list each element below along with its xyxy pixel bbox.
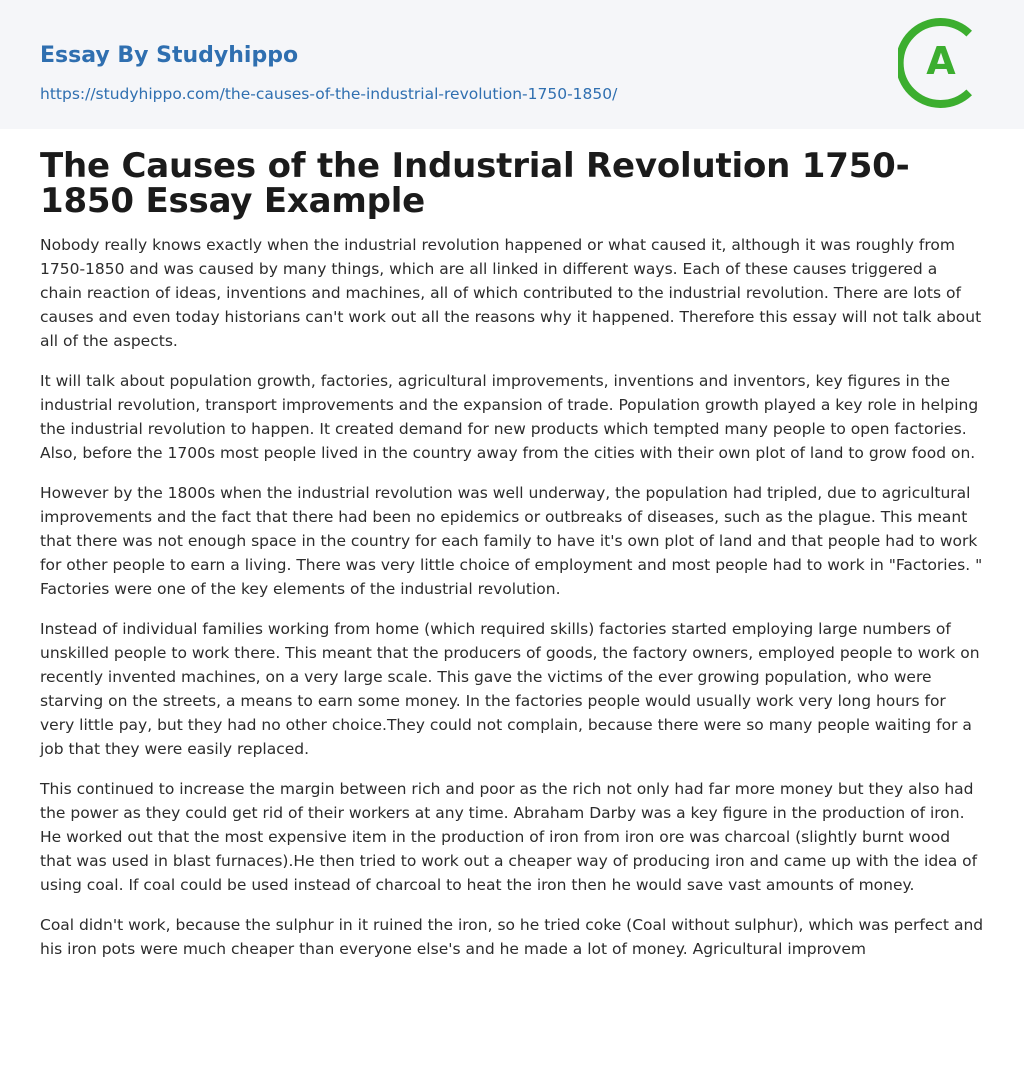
article-body: [0, 146, 1024, 961]
article-paragraph: However by the 1800s when the industrial revolution was well underway, the population had tripled, due to agricultural improvements and the fact that there had been no epidemics or outbreaks of diseases, such as the plague. This meant that there was not enough space in the country for each family to have it's own plot of land and that people had to work for other people to earn a living. There was very little choice of employment and most people had to work in "Factories. " Factories were one of the key elements of the industrial revolution.: [40, 484, 983, 598]
studyhippo-logo-icon[interactable]: [898, 18, 988, 108]
article-title: The Causes of the Industrial Revolution 1750-1850 Essay Example: [40, 146, 910, 221]
site-header: [0, 0, 1024, 129]
logo-letter: A: [926, 39, 956, 83]
article-paragraph: It will talk about population growth, factories, agricultural improvements, inventions and inventors, key figures in the industrial revolution, transport improvements and the expansion of trade. Population growth played a key role in helping the industrial revolution to happen. It created demand for new products which tempted many people to open factories. Also, before the 1700s most people lived in the country away from the cities with their own plot of land to grow food on.: [40, 372, 979, 462]
article-paragraph: Coal didn't work, because the sulphur in it ruined the iron, so he tried coke (Coal without sulphur), which was perfect and his iron pots were much cheaper than everyone else's and he made a lot of money. Agricultural improvem: [40, 916, 984, 958]
article-paragraph: This continued to increase the margin between rich and poor as the rich not only had far more money but they also had the power as they could get rid of their workers at any time. Abraham Darby was a key figure in the production of iron. He worked out that the most expensive item in the production of iron from iron ore was charcoal (slightly burnt wood that was used in blast furnaces).He then tried to work out a cheaper way of producing iron and came up with the idea of using coal. If coal could be used instead of charcoal to heat the iron then he would save vast amounts of money.: [40, 780, 978, 894]
article-url-link[interactable]: https://studyhippo.com/the-causes-of-the-industrial-revolution-1750-1850/: [40, 85, 618, 103]
article-paragraph: Nobody really knows exactly when the industrial revolution happened or what caused it, although it was roughly from 1750-1850 and was caused by many things, which are all linked in different ways. Each of these causes triggered a chain reaction of ideas, inventions and machines, all of which contributed to the industrial revolution. There are lots of causes and even today historians can't work out all the reasons why it happened. Therefore this essay will not talk about all of the aspects.: [40, 236, 982, 350]
brand-title[interactable]: Essay By Studyhippo: [40, 43, 299, 68]
article-paragraph: Instead of individual families working from home (which required skills) factories started employing large numbers of unskilled people to work there. This meant that the producers of goods, the factory owners, employed people to work on recently invented machines, on a very large scale. This gave the victims of the ever growing population, who were starving on the streets, a means to earn some money. In the factories people would usually work very long hours for very little pay, but they had no other choice.They could not complain, because there were so many people waiting for a job that they were easily replaced.: [40, 620, 980, 758]
